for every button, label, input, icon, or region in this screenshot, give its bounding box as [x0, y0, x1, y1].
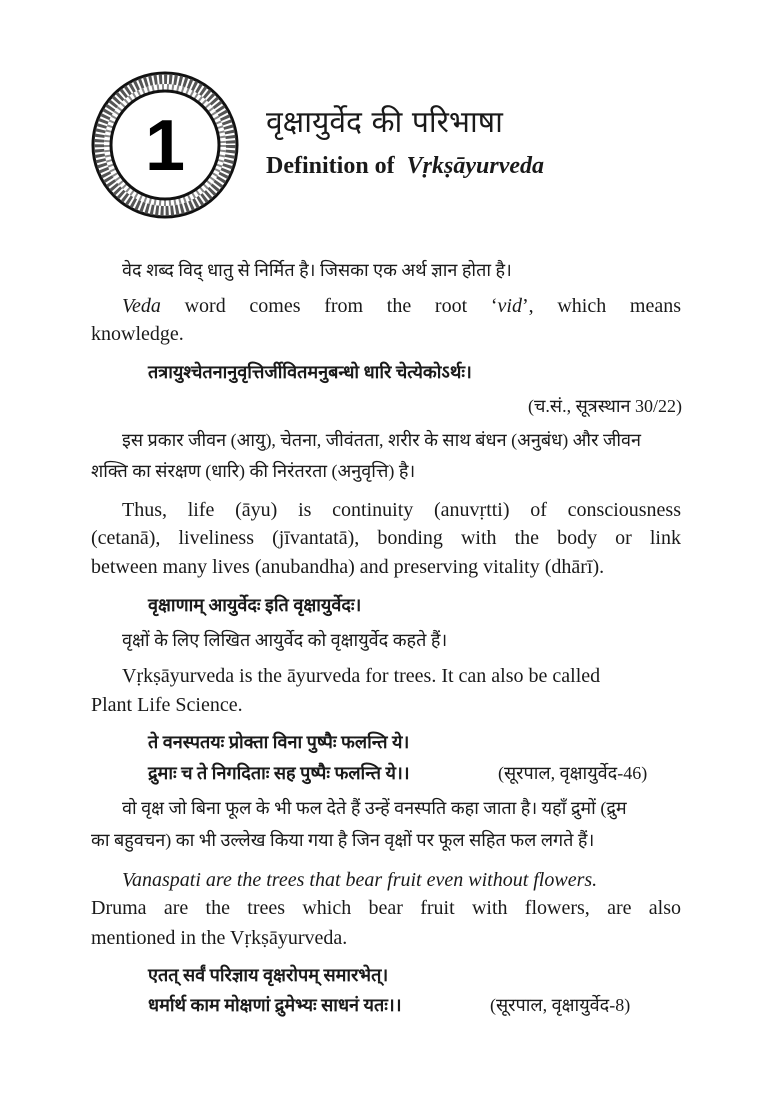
hindi-paragraph: वेद शब्द विद् धातु से निर्मित है। जिसका एक अर्थ ज्ञान होता है।: [122, 260, 512, 280]
hindi-paragraph-cont: का बहुवचन) का भी उल्लेख किया गया है जिन वृक्षों पर फूल सहित फल लगते हैं।: [91, 830, 595, 850]
hindi-paragraph: वो वृक्ष जो बिना फूल के भी फल देते हैं उन्हें वनस्पति कहा जाता है। यहाँ द्रुमों (द्रुम: [122, 798, 627, 818]
hindi-paragraph: वृक्षों के लिए लिखित आयुर्वेद को वृक्षायुर्वेद कहते हैं।: [122, 630, 448, 650]
sanskrit-verse: वृक्षाणाम् आयुर्वेदः इति वृक्षायुर्वेदः।: [148, 595, 362, 615]
hindi-paragraph: इस प्रकार जीवन (आयु), चेतना, जीवंतता, शरीर के साथ बंधन (अनुबंध) और जीवन: [122, 430, 641, 450]
title-prefix: Definition of: [266, 153, 395, 179]
english-paragraph-cont: Druma are the trees which bear fruit with flowers, are also: [91, 897, 681, 919]
english-paragraph-cont: Plant Life Science.: [91, 694, 243, 716]
sanskrit-verse: तत्रायुश्चेतनानुवृत्तिर्जीवितमनुबन्धो धारि चेत्येकोऽर्थः।: [148, 362, 472, 382]
verse-citation: (सूरपाल, वृक्षायुर्वेद-8): [490, 995, 631, 1015]
verse-citation: (च.सं., सूत्रस्थान 30/22): [528, 396, 682, 416]
english-paragraph: Vṛkṣāyurveda is the āyurveda for trees. It can also be called: [122, 665, 601, 687]
title-term: Vṛkṣāyurveda: [406, 153, 545, 179]
sanskrit-verse: ते वनस्पतयः प्रोक्ता विना पुष्पैः फलन्ति ये।: [148, 732, 410, 752]
english-paragraph: Vanaspati are the trees that bear fruit even without flowers.: [122, 869, 598, 891]
chapter-title-hindi: वृक्षायुर्वेद की परिभाषा: [266, 105, 503, 140]
chapter-number-badge: [90, 70, 240, 220]
sanskrit-verse: एतत् सर्वं परिज्ञाय वृक्षरोपम् समारभेत्।: [148, 965, 389, 985]
english-paragraph: Thus, life (āyu) is continuity (anuvṛtti) of consciousness: [122, 499, 681, 521]
hindi-paragraph-cont: शक्ति का संरक्षण (धारि) की निरंतरता (अनुवृत्ति) है।: [91, 461, 416, 481]
english-paragraph-cont: knowledge.: [91, 323, 184, 345]
sanskrit-verse: द्रुमाः च ते निगदिताः सह पुष्पैः फलन्ति ये।।: [148, 763, 410, 783]
english-paragraph-cont: between many lives (anubandha) and preserving vitality (dhārī).: [91, 556, 605, 578]
sanskrit-verse: धर्मार्थ काम मोक्षणां द्रुमेभ्यः साधनं यतः।।: [148, 995, 402, 1015]
chapter-title-english: [266, 153, 544, 180]
chapter-number: 1: [144, 106, 186, 186]
english-paragraph-cont: (cetanā), liveliness (jīvantatā), bonding with the body or link: [91, 527, 681, 549]
verse-citation: (सूरपाल, वृक्षायुर्वेद-46): [498, 763, 648, 783]
english-paragraph-cont: mentioned in the Vṛkṣāyurveda.: [91, 927, 348, 949]
english-paragraph: Veda word comes from the root ‘vid’, which means: [122, 295, 681, 317]
